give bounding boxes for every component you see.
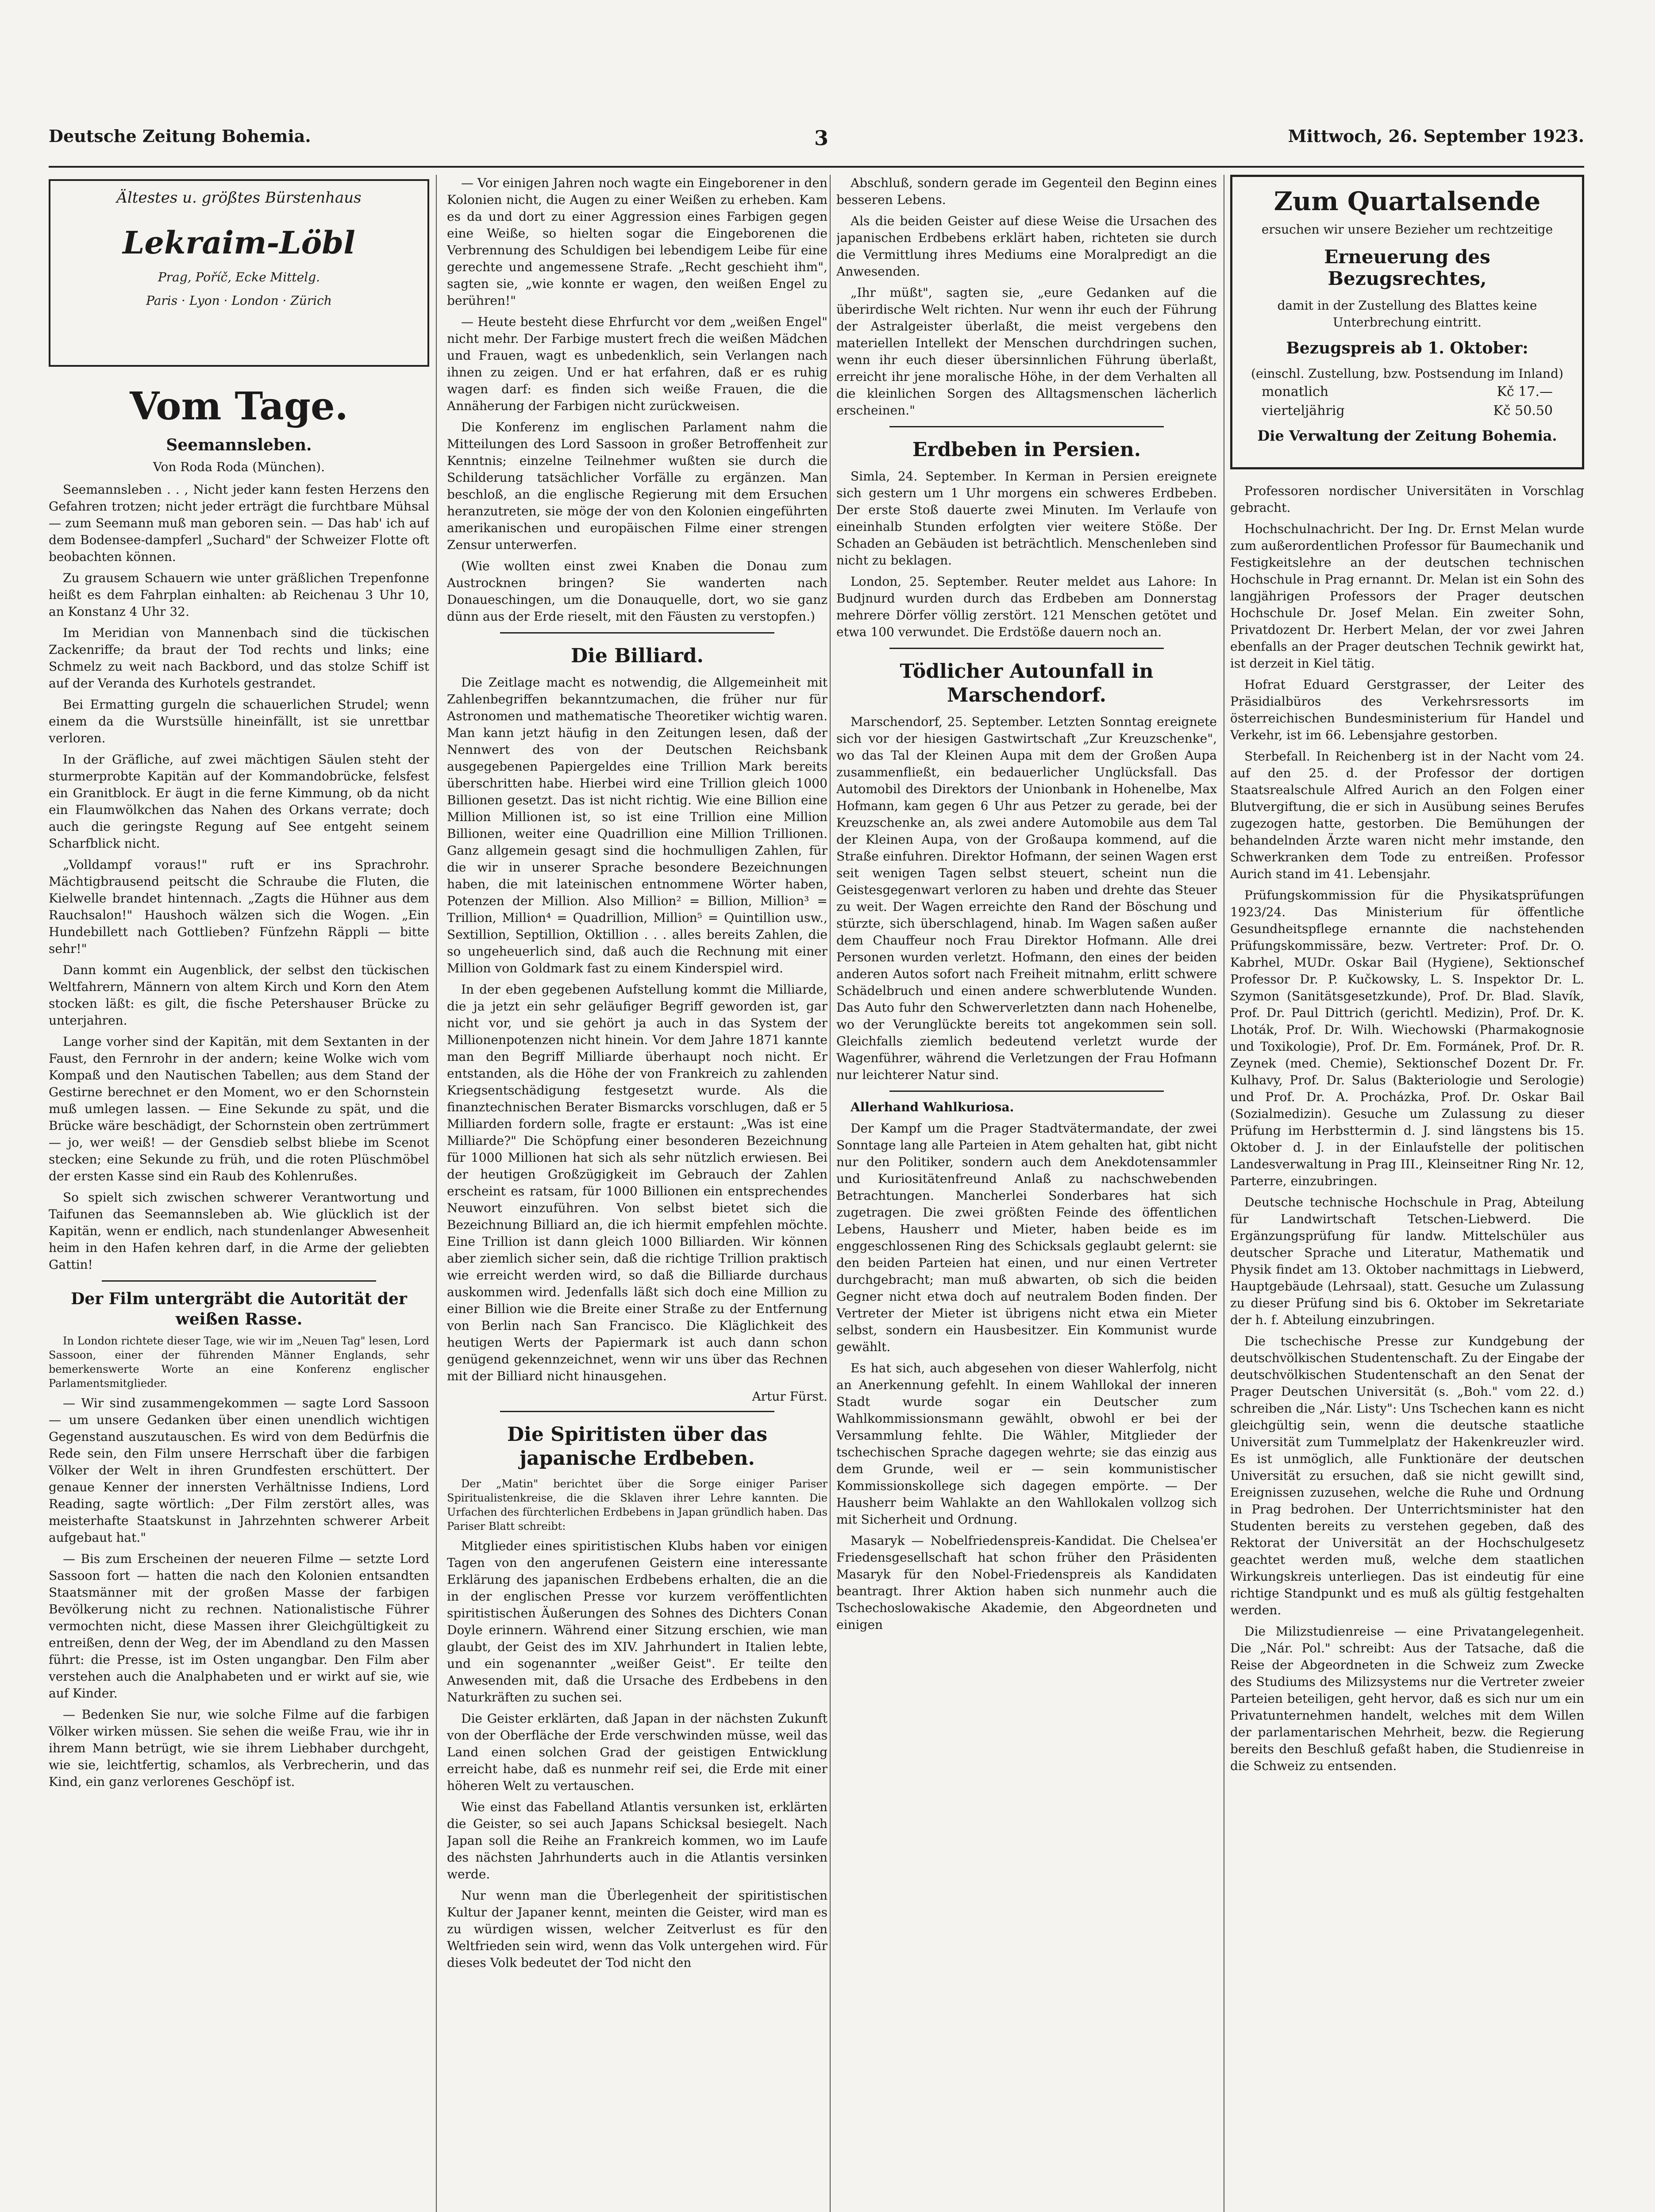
paragraph: Sterbefall. In Reichenberg ist in der Nacht vom 24. auf den 25. d. der Professor der dortigen Staatsrealschule Alfred Aurich an den Folgen einer Blutvergiftung, die er sich in Ausübung seines Berufes zugezogen hatte, gestorben. Die Bemühungen der behandelnden Ärzte waren nicht mehr imstande, den Schwerkranken dem Tode zu entreißen. Professor Aurich stand im 41. Lebensjahr. bbox=[1230, 749, 1584, 881]
column-4 bbox=[1230, 175, 1584, 2212]
paragraph: Seemannsleben . . , Nicht jeder kann festen Herzens den Gefahren trotzen; nicht jeder erträgt die furchtbare Mühsal — zum Seemann muß man geboren sein. — Das hab' ich auf dem Bodensee-dampferl „Suchard" der Schweizer Flotte oft beobachten können. bbox=[49, 482, 429, 564]
article-signature: Artur Fürst. bbox=[752, 1389, 828, 1404]
separator bbox=[500, 632, 774, 634]
article-body bbox=[836, 468, 1217, 641]
paragraph: Die Geister erklärten, daß Japan in der nächsten Zukunft von der Oberfläche der Erde verschwinden müsse, weil das Land einen solchen Grad der geistigen Entwicklung erreicht habe, daß es nunmehr reif sei, die Erde mit einer höheren Welt zu vertauschen. bbox=[447, 1711, 828, 1793]
paragraph: Professoren nordischer Universitäten in Vorschlag gebracht. bbox=[1230, 484, 1584, 515]
paragraph: Nur wenn man die Überlegenheit der spiritistischen Kultur der Japaner kennt, meinten die Geister, wird man es zu würdigen wissen, welcher Zeitverlust es für den Weltfrieden sein wird, wenn das Volk untergehen wird. Für dieses Volk bedeutet der Tod nicht den bbox=[447, 1888, 828, 1970]
notice-note: damit in der Zustellung des Blattes keine Unterbrechung eintritt. bbox=[1277, 298, 1537, 330]
paragraph: Marschendorf, 25. September. Letzten Sonntag ereignete sich vor der hiesigen Gastwirtschaft „Zur Kreuzschenke", wo das Tal der Kleinen Aupa mit dem der Großen Aupa zusammenfließt, ein bedauerlicher Unglücksfall. Das Automobil des Direktors der Unionbank in Hohenelbe, Max Hofmann, kam gegen 6 Uhr aus Petzer zu gerade, bei der Kreuzschenke an, als zwei andere Automobile aus dem Tal der Kleinen Aupa, von der Großaupa kommend, auf die Straße einfuhren. Direktor Hofmann, der seinen Wagen erst seit wenigen Tagen selbst steuert, scheint nun die Geistesgegenwart verloren zu haben und drehte das Steuer zu weit. Der Wagen erreichte den Rand der Böschung und stürzte, sich überschlagend, hinab. Im Wagen saßen außer dem Chauffeur noch Frau Direktor Hofmann. Alle drei Personen wurden verletzt. Hofmann, den eines der beiden anderen Autos sofort nach Freiheit mitnahm, erlitt schwere Schädelbruch und einen andere schwerblutende Wunden. Das Auto fuhr den Schwerverletzten dann nach Hohenelbe, wo der Verunglückte bereits tot angekommen sein soll. Gleichfalls ziemlich bedeutend verletzt wurde der Wagenführer, während die Verletzungen der Frau Hofmann nur leichterer Natur sind. bbox=[836, 714, 1217, 1082]
paragraph: „Ihr müßt", sagten sie, „eure Gedanken auf die überirdische Welt richten. Nur wenn ihr euch der Führung der Astralgeister überlaßt, die meist vergebens den materiellen Intellekt der Menschen durchdringen suchen, wenn ihr euch dieser übersinnlichen Führung überlaßt, erreicht ihr jene moralische Höhe, in der dem Verhalten all die kleinlichen Sorgen des Alltagsmenschen lächerlich erscheinen." bbox=[836, 285, 1217, 418]
ad-middle-line: Prag, Poříč, Ecke Mittelg. bbox=[158, 270, 320, 284]
article-body bbox=[447, 674, 828, 1385]
paragraph: Masaryk — Nobelfriedenspreis-Kandidat. Die Chelsea'er Friedensgesellschaft hat schon früher den Präsidenten Masaryk für den Nobel-Friedenspreis als Kandidaten beantragt. Ihrer Aktion haben sich nunmehr auch die Tschechoslowakische Akademie, den Abgeordneten und einigen bbox=[836, 1533, 1217, 1632]
price-row-monthly bbox=[1244, 382, 1570, 401]
price-value: Kč 50.50 bbox=[1493, 403, 1553, 419]
article-body bbox=[836, 175, 1217, 419]
notice-title: Zum Quartalsende bbox=[1274, 186, 1541, 216]
paragraph: Als die beiden Geister auf diese Weise die Ursachen des japanischen Erdbebens erklärt haben, richteten sie durch die Vermittlung ihres Mediums eine Moralpredigt an die Anwesenden. bbox=[836, 214, 1217, 279]
price-value: Kč 17.— bbox=[1497, 384, 1553, 399]
price-title: Bezugspreis ab 1. Oktober: bbox=[1286, 339, 1528, 357]
separator bbox=[500, 1411, 774, 1412]
paragraph: Es hat sich, auch abgesehen von dieser Wahlerfolg, nicht an Anerkennung gefehlt. In einem Wahllokal der inneren Stadt wurde sogar ein Deutscher zum Wahlkommissionsmann gewählt, obwohl er bei der Versammlung fehlte. Die Wähler, Mitglieder der tschechischen Sprache dagegen wehrte; sie das einzig aus dem Grunde, weil er — sein kommunistischer Kommissionskollege sich dagegen empörte. — Der Hausherr beim Wahlakte an den Wahllokalen vollzog sich mit Sicherheit und Ordnung. bbox=[836, 1361, 1217, 1527]
notice-request: ersuchen wir unsere Bezieher um rechtzeitige bbox=[1261, 222, 1553, 237]
paragraph: London, 25. September. Reuter meldet aus Lahore: In Budjnurd wurden durch das Erdbeben am Donnerstag mehrere Dörfer völlig zerstört. 121 Menschen getötet und etwa 100 verwundet. Die Erdstöße dauern noch an. bbox=[836, 574, 1217, 639]
masthead bbox=[49, 126, 1584, 168]
article-body bbox=[836, 714, 1217, 1083]
article-byline: Von Roda Roda (München). bbox=[153, 460, 325, 474]
article-body bbox=[447, 1538, 828, 1971]
column-1 bbox=[49, 175, 429, 2212]
paragraph: — Bedenken Sie nur, wie solche Filme auf die farbigen Völker wirken müssen. Sie sehen die weiße Frau, wie ihr in ihrem Mann betrügt, wie sie ihrem Liebhaber durchgeht, wie sie, leichtfertig, schamlos, als Verbrecherin, und das Kind, ein ganz verlorenes Geschöpf ist. bbox=[49, 1707, 429, 1789]
article-lead: Allerhand Wahlkuriosa. bbox=[851, 1100, 1014, 1114]
article-intro: In London richtete dieser Tage, wie wir im „Neuen Tag" lesen, Lord Sassoon, einer der führenden Männer Englands, sehr bemerkenswerte Worte an eine Konferenz englischer Parlamentsmitglieder. bbox=[49, 1335, 429, 1390]
paragraph: Deutsche technische Hochschule in Prag, Abteilung für Landwirtschaft Tetschen-Liebwerd. Die Ergänzungsprüfung für landw. Mittelschüler aus deutscher Sprache und Literatur, Mathematik und Physik findet am 13. Oktober nachmittags in Liebwerd, Hauptgebäude (Lehrsaal), statt. Gesuche um Zulassung zu dieser Prüfung sind bis 6. Oktober im Sekretariate der h. f. Abteilung einzubringen. bbox=[1230, 1195, 1584, 1327]
masthead-date: Mittwoch, 26. September 1923. bbox=[1288, 126, 1584, 146]
paragraph: „Volldampf voraus!" ruft er ins Sprachrohr. Mächtigbrausend peitscht die Schraube die Fluten, die Kielwelle brandet hintennach. „Zagts die Hühner aus dem Rauchsalon!" Haushoch wälzen sich die Wogen. „Ein Hundebillett nach Gottlieben? Fünfzehn Räppli — bitte sehr!" bbox=[49, 857, 429, 956]
column-rule bbox=[830, 175, 831, 2212]
price-note: (einschl. Zustellung, bzw. Postsendung im Inland) bbox=[1251, 366, 1563, 381]
separator bbox=[889, 1091, 1164, 1092]
article-body bbox=[49, 1395, 429, 1790]
paragraph: Die Konferenz im englischen Parlament nahm die Mitteilungen des Lord Sassoon in großer Betroffenheit zur Kenntnis; einzelne Teilnehmer wußten sie durch die Schilderung tatsächlicher Vorfälle zu ergänzen. Man beschloß, an die englische Regierung mit dem Ersuchen heranzutreten, sie möge der von den Kolonien eingeführten amerikanischen und europäischen Filme einer strengen Zensur unterwerfen. bbox=[447, 420, 828, 552]
price-label: monatlich bbox=[1262, 384, 1329, 399]
paragraph: Im Meridian von Mannenbach sind die tückischen Zackenriffe; da braut der Tod rechts und links; eine Schmelz zu weit nach Backbord, und das stolze Schiff ist auf der Veranda des Kurhotels gestrandet. bbox=[49, 626, 429, 691]
notice-renewal: Erneuerung des Bezugsrechtes, bbox=[1324, 246, 1490, 289]
article-body bbox=[1230, 483, 1584, 1774]
article-title: Die Billiard. bbox=[570, 645, 704, 667]
article-title: Der Film untergräbt die Autorität der weißen Rasse. bbox=[71, 1290, 407, 1329]
paragraph: Hochschulnachricht. Der Ing. Dr. Ernst Melan wurde zum außerordentlichen Professor für Baumechanik und Festigkeitslehre an der deutschen technischen Hochschule in Prag ernannt. Dr. Melan ist ein Sohn des langjährigen Professors der Prager deutschen Hochschule Dr. Josef Melan. Ein zweiter Sohn, Privatdozent Dr. Herbert Melan, der vor zwei Jahren ebenfalls an der Prager deutschen Technik gewirkt hat, ist derzeit in Kiel tätig. bbox=[1230, 522, 1584, 671]
article-body bbox=[447, 175, 828, 625]
paragraph: Die tschechische Presse zur Kundgebung der deutschvölkischen Studentenschaft. Zu der Eingabe der deutschvölkischen Studentenschaft an den Senat der Prager Deutschen Universität (s. „Boh." vom 22. d.) schreiben die „Nár. Listy": Uns Tschechen kann es nicht gleichgültig sein, wenn die deutsche staatliche Universität zum Tummelplatz der Hakenkreuzler wird. Es ist unmöglich, alle Funktionäre der deutschen Universität zu ersuchen, daß sie nicht gewillt sind, Ereignissen zuzusehen, welche die Ruhe und Ordnung in Prag bedrohen. Der Unterrichtsminister hat den Studenten bereits zu verstehen gegeben, daß des Rektorat der Universität an der Hochschulgesetz geachtet werden muß, welche dem staatlichen Wirkungskreis unterliegen. Das ist eindeutig für eine richtige Standpunkt und es muß als gültig festgehalten werden. bbox=[1230, 1334, 1584, 1617]
article-title: Seemannsleben. bbox=[166, 436, 312, 454]
article-intro: Der „Matin" berichtet über die Sorge einiger Pariser Spiritualistenkreise, die die Sklaven ihrer Lehre kannten. Die Urfachen des fürchterlichen Erdbebens in Japan gründlich haben. Das Pariser Blatt schreibt: bbox=[447, 1478, 828, 1532]
section-title: Vom Tage. bbox=[130, 384, 348, 429]
paragraph: Bei Ermatting gurgeln die schauerlichen Strudel; wenn einem da die Wurstsülle hineinfällt, ist sie unrettbar verloren. bbox=[49, 697, 429, 745]
ad-top-line: Ältestes u. größtes Bürstenhaus bbox=[116, 189, 362, 207]
separator bbox=[889, 648, 1164, 649]
column-2 bbox=[447, 175, 828, 2212]
paragraph: — Heute besteht diese Ehrfurcht vor dem „weißen Engel" nicht mehr. Der Farbige mustert frech die weißen Mädchen und Frauen, wagt es unbedenklich, sein Verlangen nach ihnen zu zeigen. Und er hat erfahren, daß er es ruhig wagen darf: es finden sich weiße Frauen, die die Annäherung der Farbigen nicht zurückweisen. bbox=[447, 315, 828, 413]
paragraph: So spielt sich zwischen schwerer Verantwortung und Taifunen das Seemannsleben ab. Wie glücklich ist der Kapitän, wenn er endlich, nach stundenlanger Abwesenheit heim in den Hafen kehren darf, in die Arme der geliebten Gattin! bbox=[49, 1190, 429, 1272]
notice-footer: Die Verwaltung der Zeitung Bohemia. bbox=[1257, 427, 1557, 444]
article-title: Tödlicher Autounfall in Marschendorf. bbox=[900, 660, 1154, 707]
article-body bbox=[836, 1120, 1217, 1633]
paragraph: Der Kampf um die Prager Stadtvätermandate, der zwei Sonntage lang alle Parteien in Atem gehalten hat, gibt nicht nur den Politiker, sondern auch dem Anekdotensammler und Kuriositätenfreund Anlaß zu nachschwebenden Betrachtungen. Mancherlei Sonderbares hat sich zugetragen. Die zwei größten Feinde des öffentlichen Lebens, Hausherr und Mieter, haben beide es im enggeschlossenen Ring des Schicksals geglaubt gelernt: sie den beiden Parteien hat einen, und nur einen Vertreter durchgebracht; man muß abwarten, ob sich die beiden Gegner nicht etwa doch auf neutralem Boden finden. Der Vertreter der Mieter ist übrigens nicht etwa ein Mieter selbst, sondern ein Hausbesitzer. Ein Kommunist wurde gewählt. bbox=[836, 1121, 1217, 1354]
paragraph: Zu grausem Schauern wie unter gräßlichen Trepenfonne heißt es dem Fahrplan einhalten: ab Reichenau 3 Uhr 10, an Konstanz 4 Uhr 32. bbox=[49, 571, 429, 619]
price-row-quarterly bbox=[1244, 401, 1570, 420]
column-rule bbox=[436, 175, 437, 2212]
paragraph: — Wir sind zusammengekommen — sagte Lord Sassoon — um unsere Gedanken über einen unendlich wichtigen Gegenstand auszutauschen. Es wird von dem Bedürfnis die Rede sein, den Film unsere Herrschaft über die farbigen Völker der Welt in ihren Grundfesten erschüttert. Der genaue Kenner der innersten Verhältnisse Indiens, Lord Reading, sagte wörtlich: „Der Film zerstört alles, was meisterhafte Staatskunst in Jahrzehnten schwerer Arbeit aufgebaut hat." bbox=[49, 1396, 429, 1545]
paragraph: Prüfungskommission für die Physikatsprüfungen 1923/24. Das Ministerium für öffentliche Gesundheitspflege ernannte die nachstehenden Prüfungskommissäre, bezw. Vertreter: Prof. Dr. O. Kabrhel, MUDr. Oskar Bail (Hygiene), Sektionschef Professor Dr. P. Kučkowsky, L. S. Inspektor Dr. L. Szymon (Sanitätsgesetzkunde), Prof. Dr. Blad. Slavík, Prof. Dr. Paul Dittrich (gerichtl. Medizin), Prof. Dr. K. Lhoták, Prof. Dr. Wilh. Wiechowski (Pharmakognosie und Toxikologie), Prof. Dr. Em. Formánek, Prof. Dr. R. Zeynek (med. Chemie), Sektionschef Dozent Dr. Fr. Kulhavy, Prof. Dr. Salus (Bakteriologie und Serologie) und Prof. Dr. A. Procházka, Prof. Dr. Oskar Bail (Sozialmedizin). Gesuche um Zulassung zu dieser Prüfung im Herbsttermin d. J. sind längstens bis 15. Oktober d. J. in der Einlaufstelle der politischen Landesverwaltung in Prag III., Kleinseitner Ring Nr. 12, Parterre, einzubringen. bbox=[1230, 888, 1584, 1188]
subscription-notice bbox=[1230, 175, 1584, 469]
masthead-paper-name: Deutsche Zeitung Bohemia. bbox=[49, 126, 311, 146]
advertisement bbox=[49, 179, 429, 367]
article-title: Die Spiritisten über das japanische Erdbeben. bbox=[507, 1423, 768, 1470]
ad-logo: Lekraim-Löbl bbox=[123, 224, 355, 261]
ad-bottom-line: Paris · Lyon · London · Zürich bbox=[146, 293, 332, 308]
paragraph: In der eben gegebenen Aufstellung kommt die Milliarde, die ja jetzt ein sehr geläufiger Begriff geworden ist, gar nicht vor, und sie gehört ja auch in das System der Millionenpotenzen nicht hinein. Vor dem Jahre 1871 kannte man den Begriff Milliarde überhaupt noch nicht. Er entstanden, als die Höhe der von Frankreich zu zahlenden Kriegsentschädigung festgesetzt wurde. Als die finanztechnischen Berater Bismarcks vorschlugen, daß er 5 Milliarden fordern solle, fragte er erstaunt: „Was ist eine Milliarde?" Die Schöpfung einer besonderen Bezeichnung für 1000 Millionen hat sich als sehr nützlich erwiesen. Bei der heutigen Großzügigkeit im Gebrauch der Zahlen erscheint es ratsam, für 1000 Billionen ein entsprechendes Neuwort einzuführen. Von selbst bietet sich die Bezeichnung Billiard an, die ich hiermit empfehlen möchte. Eine Trillion ist dann gleich 1000 Billiarden. Wir können aber ziemlich sicher sein, daß die richtige Trillion praktisch wie erreicht werden wird, so daß die Billiarde durchaus auskommen wird. Jedenfalls läßt sich doch eine Million zu einer Billion wie die Breite einer Straße zu der Entfernung von Berlin nach San Francisco. Die Kläglichkeit des heutigen Werts der Papiermark ist auch dann schon genügend gekennzeichnet, wenn wir uns über das Rechnen mit der Billiard nicht hinausgehen. bbox=[447, 982, 828, 1383]
article-body bbox=[49, 481, 429, 1273]
paragraph: (Wie wollten einst zwei Knaben die Donau zum Austrocknen bringen? Sie wanderten nach Donaueschingen, um die Donauquelle, dort, wo sie ganz dünn aus der Erde rieselt, mit den Fäusten zu verstopfen.) bbox=[447, 559, 828, 624]
paragraph: — Vor einigen Jahren noch wagte ein Eingeborener in den Kolonien nicht, die Augen zu einer Weißen zu erheben. Kam es da und dort zu einer Aggression eines Farbigen gegen eine Weiße, so hielten sogar die Eingeborenen die Verbrennung des Schuldigen bei lebendigem Leibe für eine gerechte und angemessene Strafe. „Recht geschieht ihm", sagten sie, „wie konnte er wagen, den weißen Engel zu berühren!" bbox=[447, 176, 828, 308]
paragraph: Dann kommt ein Augenblick, der selbst den tückischen Weltfahrern, Männern von altem Kirch und Korn den Atem stocken läßt: es gilt, die fische Petershauser Brücke zu unterjahren. bbox=[49, 963, 429, 1028]
paragraph: Wie einst das Fabelland Atlantis versunken ist, erklärten die Geister, so sei auch Japans Schicksal besiegelt. Nach Japan soll die Reihe an Frankreich kommen, wo im Laufe des nächsten Jahrhunderts auch in die Atlantis versinken werde. bbox=[447, 1800, 828, 1882]
paragraph: In der Gräfliche, auf zwei mächtigen Säulen steht der sturmerprobte Kapitän auf der Kommandobrücke, felsfest ein Granitblock. Er äugt in die ferne Kimmung, ob da nicht ein Flaumwölkchen das Nahen des Orkans verrate; doch auch die geringste Regung auf See entgeht seinem Scharfblick nicht. bbox=[49, 752, 429, 851]
paragraph: Die Milizstudienreise — eine Privatangelegenheit. Die „Nár. Pol." schreibt: Aus der Tatsache, daß die Reise der Abgeordneten in die Schweiz zum Zwecke des Studiums des Milizsystems nur die Vertreter zweier Parteien beteiligen, geht hervor, daß es sich nur um ein Privatunternehmen handelt, welches mit dem Willen der parlamentarischen Mehrheit, bezw. die Regierung bereits den Beschluß gefaßt haben, die Studienreise in die Schweiz zu entsenden. bbox=[1230, 1624, 1584, 1773]
price-label: vierteljährig bbox=[1262, 403, 1345, 419]
page-number: 3 bbox=[814, 126, 829, 150]
paragraph: Hofrat Eduard Gerstgrasser, der Leiter des Präsidialbüros des Verkehrsressorts im österreichischen Bundesministerium für Handel und Verkehr, ist im 66. Lebensjahre gestorben. bbox=[1230, 677, 1584, 742]
paragraph: Abschluß, sondern gerade im Gegenteil den Beginn eines besseren Lebens. bbox=[836, 176, 1217, 207]
separator bbox=[102, 1280, 376, 1282]
paragraph: — Bis zum Erscheinen der neueren Filme — setzte Lord Sassoon fort — hatten die nach den Kolonien entsandten Staatsmänner mit der großen Masse der farbigen Bevölkerung nicht zu rechnen. Nationalistische Führer vermochten nicht, diese Massen ihrer Gleichgültigkeit zu entreißen, denn der Weg, der im Abendland zu den Massen führt: die Presse, ist im Osten ungangbar. Den Film aber verstehen auch die Analphabeten und er wirkt auf sie, wie auf Kinder. bbox=[49, 1551, 429, 1701]
paragraph: Simla, 24. September. In Kerman in Persien ereignete sich gestern um 1 Uhr morgens ein schweres Erdbeben. Der erste Stoß dauerte zwei Minuten. Im Verlaufe von eineinhalb Stunden erfolgten vier weitere Stöße. Der Schaden an Gebäuden ist beträchtlich. Menschenleben sind nicht zu beklagen. bbox=[836, 469, 1217, 568]
article-title: Erdbeben in Persien. bbox=[912, 438, 1141, 461]
separator bbox=[889, 426, 1164, 427]
paragraph: Mitglieder eines spiritistischen Klubs haben vor einigen Tagen von den angerufenen Geistern eine interessante Erklärung des japanischen Erdbebens erhalten, die an die in der englischen Presse vor kurzem veröffentlichten spiritistischen Äußerungen des Sohnes des Dichters Conan Doyle erinnern. Während einer Sitzung erschien, wie man glaubt, der Geist des im XIV. Jahrhundert in Italien lebte, und ein sogenannter „weißer Geist". Er teilte den Anwesenden mit, daß die Ursache des Erdbebens in den Naturkräften zu suchen sei. bbox=[447, 1539, 828, 1705]
paragraph: Die Zeitlage macht es notwendig, die Allgemeinheit mit Zahlenbegriffen bekanntzumachen, die früher nur für Astronomen und mathematische Theoretiker wichtig waren. Man kann jetzt häufig in den Zeitungen lesen, daß der Nennwert des von der Deutschen Reichsbank ausgegebenen Papiergeldes eine Trillion Mark bereits überschritten habe. Hierbei wird eine Trillion gleich 1000 Billionen gesetzt. Das ist nicht richtig. Wie eine Billion eine Million Millionen ist, so ist eine Trillion eine Million Billionen, weiter eine Quadrillion eine Million Trillionen. Ganz allgemein gesagt sind die hochmulligen Zahlen, für die wir in unserer Sprache besondere Bezeichnungen haben, die mit lateinischen entnommene Wörter haben, Potenzen der Million. Also Million² = Billion, Million³ = Trillion, Million⁴ = Quadrillion, Million⁵ = Quintillion usw., Sextillion, Septillion, Oktillion . . . alles bereits Zahlen, die so ungeheuerlich sind, daß auch die Rechnung mit einer Million von Goldmark fast zu einem Kinderspiel wird. bbox=[447, 675, 828, 975]
column-3 bbox=[836, 175, 1217, 2212]
paragraph: Lange vorher sind der Kapitän, mit dem Sextanten in der Faust, den Fernrohr in der andern; keine Wolke wich vom Kompaß und den Nautischen Tabellen; aus dem Stand der Gestirne berechnet er den Moment, wo er den Schornstein muß umlegen lassen. — Eine Sekunde zu spät, und die Brücke wäre beschädigt, der Schornstein oben zertrümmert — jo, wer weiß! — der Gensdieb selbst bliebe im Scenot stecken; eine Sekunde zu früh, und die roten Plüschmöbel der ersten Kasse sind ein Raub des Kohlenrußes. bbox=[49, 1034, 429, 1183]
